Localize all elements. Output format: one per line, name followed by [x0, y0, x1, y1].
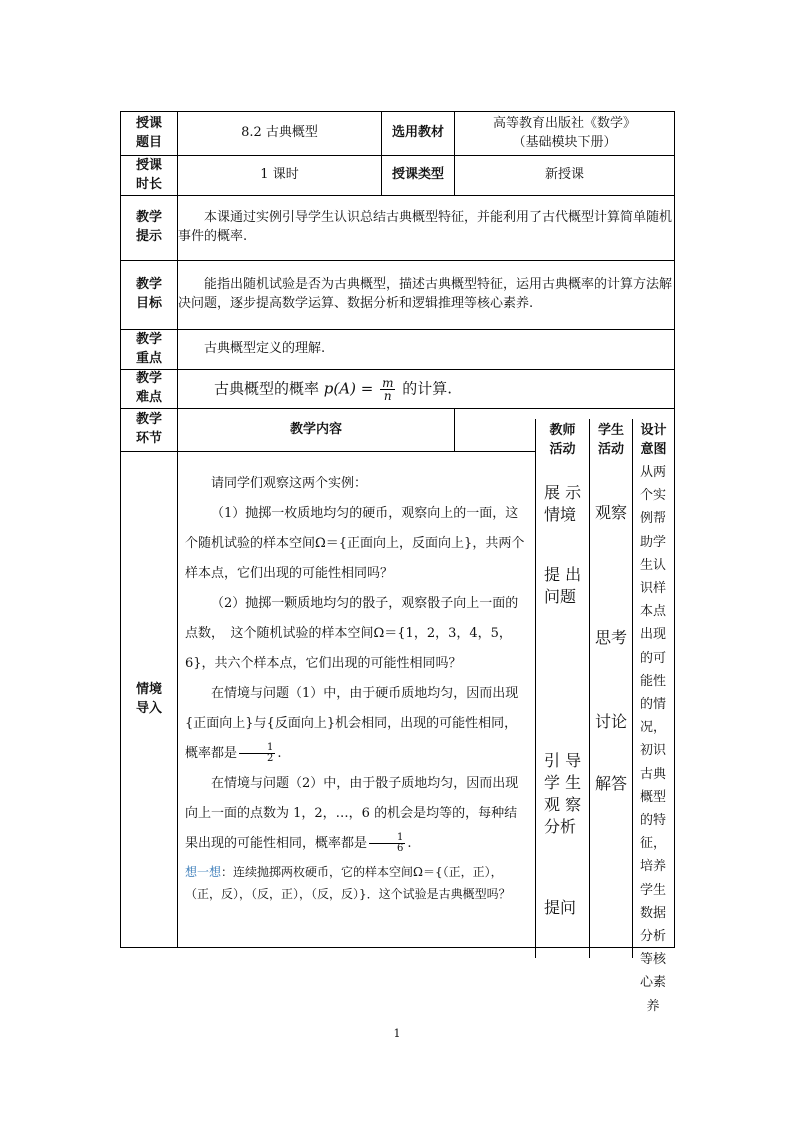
- page-number: 1: [393, 1027, 401, 1040]
- textbook-value: 高等教育出版社《数学》 （基础模块下册）: [455, 112, 675, 156]
- goals-label: 教学 目标: [121, 261, 178, 330]
- key-text: 古典概型定义的理解.: [178, 330, 675, 370]
- formula-lhs: p(A) =: [323, 379, 374, 397]
- student-activity-2: 讨论: [594, 712, 627, 731]
- student-header: 学生 活动: [590, 419, 632, 461]
- goals-text: 能指出随机试验是否为古典概型，描述古典概型特征，运用古典概率的计算方法解决问题，逐步提高数学运算、数据分析和逻辑推理等核心素养.: [178, 261, 675, 330]
- teacher-header: 教师 活动: [536, 419, 589, 461]
- duration-value: 1 课时: [178, 156, 382, 196]
- student-activity-3: 解答: [594, 774, 627, 793]
- design-intent: 从两个实例帮助学生认识样本点出现的可能性的情况，初识古典概型的特征，培养学生数据分析等核心素养: [639, 465, 666, 1014]
- textbook-label: 选用教材: [382, 112, 455, 156]
- teacher-activity-0: 展 示 情境: [544, 483, 582, 524]
- stage-header: 教学 环节: [121, 409, 178, 452]
- duration-label: 授课 时长: [121, 156, 178, 196]
- think-question: 想一想：连续抛掷两枚硬币，它的样本空间Ω＝{（正，正），（正，反），（反，正），（反，反）}．这个试验是古典概型吗？: [185, 865, 511, 901]
- content-p4: 在情境与问题（1）中，由于硬币质地均匀，因而出现{正面向上}与{反面向上}机会相同，出现的可能性相同，概率都是 $\frac{1}{2}$ .: [185, 686, 519, 764]
- content-p1: 请同学们观察这两个实例：: [211, 476, 368, 491]
- content-p2: （1）抛掷一枚质地均匀的硬币，观察向上的一面，这个随机试验的样本空间Ω＝{正面向上，反面向上}，共两个样本点，它们出现的可能性相同吗？: [185, 506, 525, 581]
- think-label: 想一想: [185, 865, 222, 879]
- teacher-activity-2: 引 导 学 生 观 察 分析: [544, 751, 582, 836]
- difficulty-text: 古典概型的概率 p(A) = $\frac{m}{n}$ 的计算.: [178, 370, 675, 409]
- key-label: 教学 重点: [121, 330, 178, 370]
- tips-label: 教学 提示: [121, 196, 178, 261]
- tips-text: 本课通过实例引导学生认识总结古典概型特征，并能利用了古代概型计算简单随机事件的概率.: [178, 196, 675, 261]
- design-header: 设计 意图: [633, 419, 674, 461]
- difficulty-label: 教学 难点: [121, 370, 178, 409]
- process-grid: [177, 419, 674, 1014]
- content-p5: 在情境与问题（2）中，由于骰子质地均匀，因而出现向上一面的点数为 1，2，…，6 的机会是均等的，每种结果出现的可能性相同，概率都是 $\frac{1}{6}$ .: [185, 776, 519, 854]
- content-header: 教学内容: [178, 409, 455, 452]
- content-p3: （2）抛掷一颗质地均匀的骰子，观察骰子向上一面的点数， 这个随机试验的样本空间Ω＝{1，2，3，4，5，6}，共六个样本点，它们出现的可能性相同吗？: [185, 596, 519, 671]
- student-activity-1: 思考: [594, 628, 627, 647]
- topic-label: 授课 题目: [121, 112, 178, 156]
- type-label: 授课类型: [382, 156, 455, 196]
- topic-value: 8.2 古典概型: [178, 112, 382, 156]
- teacher-activity-1: 提 出 问题: [544, 565, 582, 606]
- student-activity-0: 观察: [594, 503, 627, 522]
- teacher-activity-3: 提问: [544, 898, 577, 917]
- teaching-content: [185, 469, 529, 905]
- formula-fraction: $\frac{m}{n}$: [382, 375, 394, 403]
- type-value: 新授课: [455, 156, 675, 196]
- stage-label: 情境 导入: [121, 452, 178, 948]
